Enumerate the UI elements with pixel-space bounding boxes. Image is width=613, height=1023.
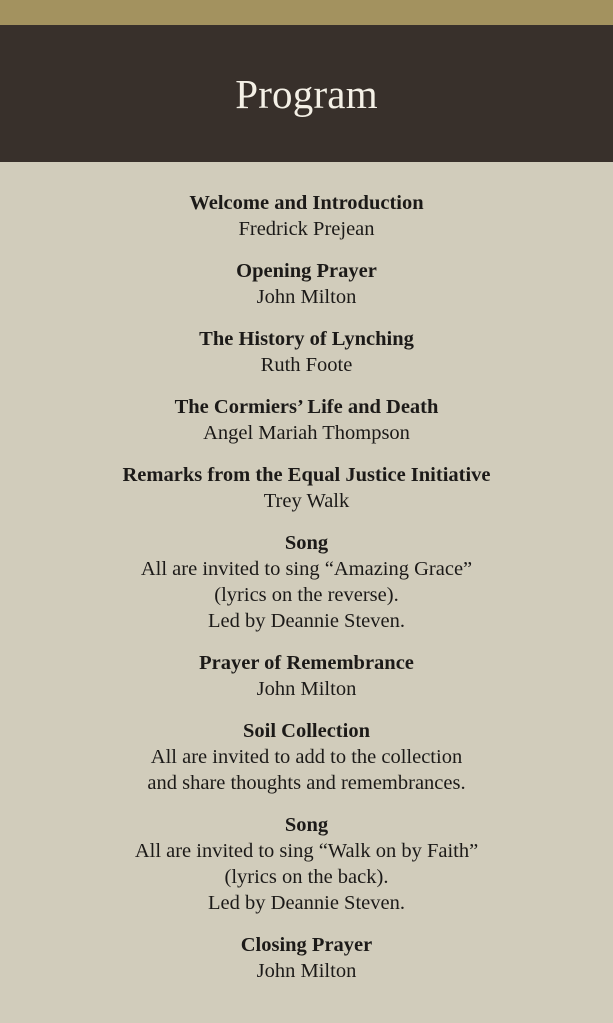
program-item-title: Soil Collection xyxy=(243,720,370,742)
program-item-detail: John Milton xyxy=(256,286,357,308)
program-item-detail: All are invited to sing “Amazing Grace” xyxy=(140,558,473,580)
program-item-detail: All are invited to add to the collection xyxy=(150,746,463,768)
program-item-title: Song xyxy=(284,814,329,836)
page-title: Program xyxy=(235,71,378,117)
program-item xyxy=(0,650,613,702)
program-item-title: Welcome and Introduction xyxy=(189,192,424,214)
program-item-detail: All are invited to sing “Walk on by Faith” xyxy=(134,840,479,862)
program-item-title: Closing Prayer xyxy=(240,934,373,956)
program-item-detail: and share thoughts and remembrances. xyxy=(147,772,466,794)
program-item-title: The Cormiers’ Life and Death xyxy=(174,396,439,418)
program-item-title: Prayer of Remembrance xyxy=(199,652,414,674)
program-item-detail: Led by Deannie Steven. xyxy=(208,610,405,632)
program-item-detail: John Milton xyxy=(256,678,357,700)
program-item xyxy=(0,932,613,984)
program-item-title: Opening Prayer xyxy=(236,260,377,282)
program-item-detail: John Milton xyxy=(256,960,357,982)
program-item-detail: Trey Walk xyxy=(263,490,350,512)
program-item xyxy=(0,190,613,242)
program-item xyxy=(0,394,613,446)
program-item xyxy=(0,462,613,514)
program-item xyxy=(0,326,613,378)
program-item-title: Remarks from the Equal Justice Initiative xyxy=(122,464,491,486)
program-item xyxy=(0,718,613,796)
program-item xyxy=(0,812,613,916)
program-item-detail: (lyrics on the reverse). xyxy=(214,584,399,606)
program-item-detail: Angel Mariah Thompson xyxy=(203,422,410,444)
program-item-detail: Fredrick Prejean xyxy=(238,218,375,240)
program-item xyxy=(0,258,613,310)
program-item xyxy=(0,530,613,634)
program-item-detail: Led by Deannie Steven. xyxy=(208,892,405,914)
program-item-detail: Ruth Foote xyxy=(260,354,353,376)
program-item-detail: (lyrics on the back). xyxy=(224,866,389,888)
program-item-title: The History of Lynching xyxy=(199,328,414,350)
program-item-title: Song xyxy=(284,532,329,554)
